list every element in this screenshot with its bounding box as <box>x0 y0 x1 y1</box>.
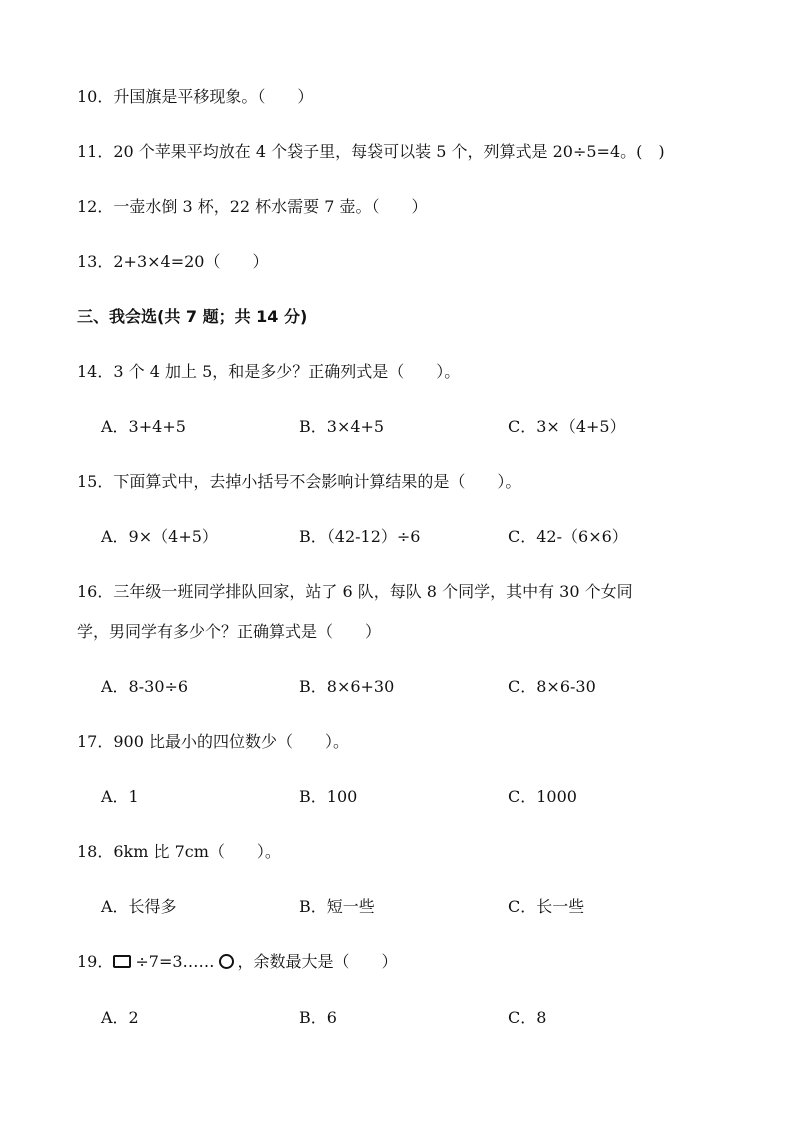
rectangle-placeholder-icon <box>113 955 131 968</box>
q19-option-c: C．8 <box>508 1008 547 1027</box>
q19-expression: ÷7=3…… <box>135 952 215 971</box>
q15-option-b: B．（42-12）÷6 <box>299 527 421 546</box>
question-13: 13．2+3×4=20（ ） <box>77 252 269 271</box>
q18-option-c: C．长一些 <box>508 897 585 916</box>
question-15: 15．下面算式中，去掉小括号不会影响计算结果的是（ ）。 <box>77 472 522 491</box>
question-17: 17．900 比最小的四位数少（ ）。 <box>77 732 349 751</box>
question-11: 11．20 个苹果平均放在 4 个袋子里，每袋可以装 5 个，列算式是 20÷5=4。( ) <box>77 142 665 161</box>
question-12: 12．一壶水倒 3 杯，22 杯水需要 7 壶。（ ） <box>77 197 428 216</box>
q16-option-c: C．8×6-30 <box>508 677 596 696</box>
question-16-line-2: 学，男同学有多少个？正确算式是（ ） <box>77 622 382 641</box>
q17-option-b: B．100 <box>299 787 358 806</box>
q19-option-b: B．6 <box>299 1008 337 1027</box>
q17-option-c: C．1000 <box>508 787 577 806</box>
question-14: 14．3 个 4 加上 5，和是多少？正确列式是（ ）。 <box>77 362 461 381</box>
q18-option-a: A．长得多 <box>101 897 177 916</box>
q17-option-a: A．1 <box>101 787 139 806</box>
circle-placeholder-icon <box>219 954 234 969</box>
q14-option-a: A．3+4+5 <box>101 417 186 436</box>
q15-option-a: A．9×（4+5） <box>101 527 218 546</box>
question-16-line-1: 16．三年级一班同学排队回家，站了 6 队，每队 8 个同学，其中有 30 个女同 <box>77 582 633 601</box>
section-3-heading: 三、我会选(共 7 题；共 14 分) <box>77 307 308 326</box>
q18-option-b: B．短一些 <box>299 897 375 916</box>
q19-option-a: A．2 <box>101 1008 139 1027</box>
q19-question: ，余数最大是（ ） <box>237 952 398 971</box>
q14-option-b: B．3×4+5 <box>299 417 385 436</box>
q15-option-c: C．42-（6×6） <box>508 527 628 546</box>
q16-option-b: B．8×6+30 <box>299 677 395 696</box>
q16-option-a: A．8-30÷6 <box>101 677 189 696</box>
q14-option-c: C．3×（4+5） <box>508 417 626 436</box>
question-19 <box>77 952 398 972</box>
question-10: 10．升国旗是平移现象。（ ） <box>77 87 314 106</box>
question-18: 18．6km 比 7cm（ ）。 <box>77 842 281 861</box>
q19-number: 19． <box>77 952 114 971</box>
